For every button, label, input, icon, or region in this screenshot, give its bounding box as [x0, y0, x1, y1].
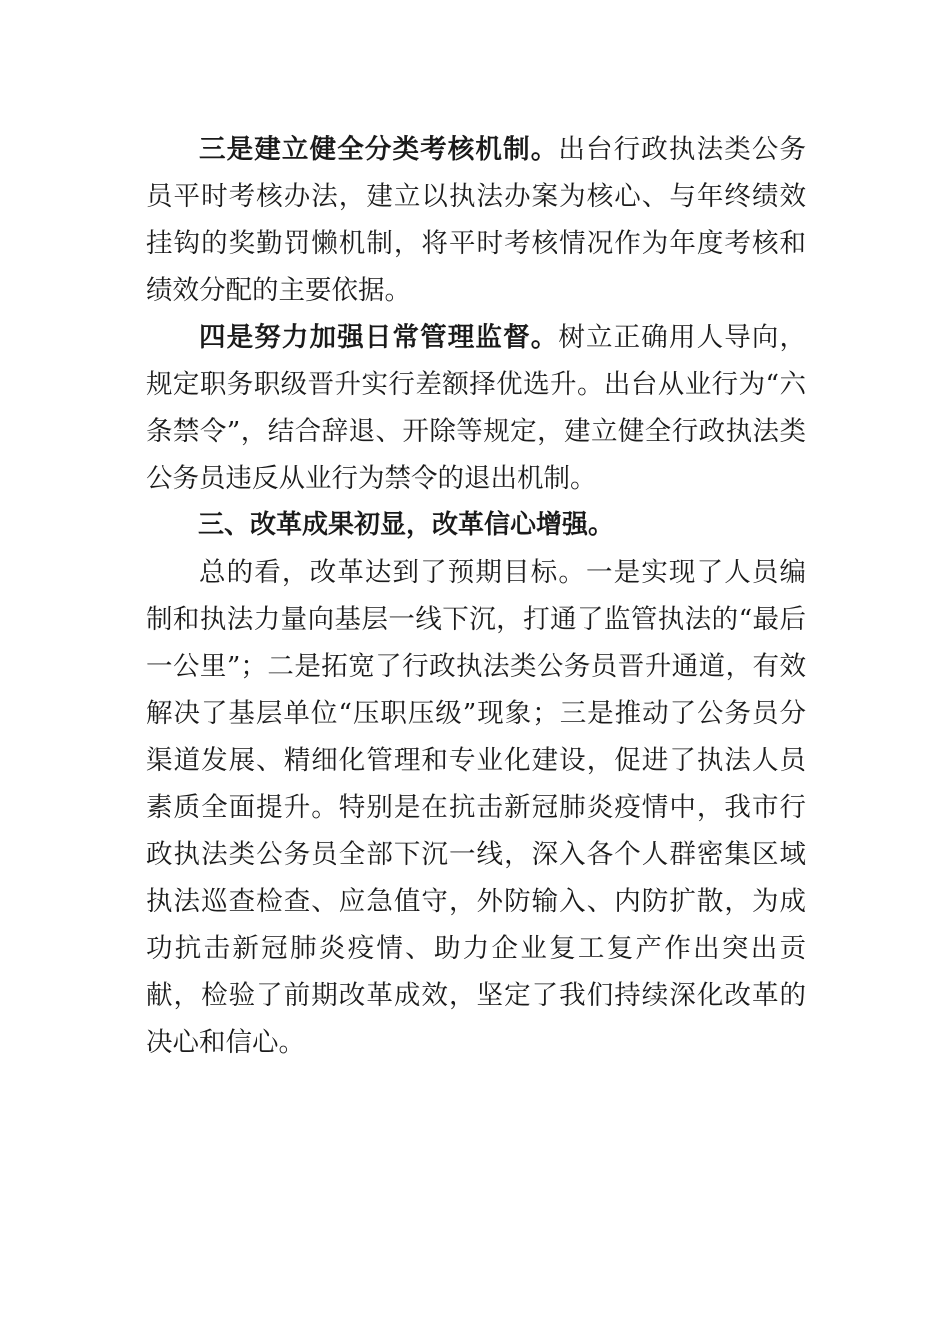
section-heading: 三、改革成果初显，改革信心增强。 — [198, 510, 615, 540]
paragraph-assessment-mechanism — [146, 126, 806, 314]
paragraph-text: 树立正确用人导向，规定职务职级晋升实行差额择优选升。出台从业行为“六条禁令”，结合辞退、开除等规定，建立健全行政执法类公务员违反从业行为禁令的退出机制。 — [146, 322, 807, 494]
paragraph-text: 出台行政执法类公务员平时考核办法，建立以执法办案为核心、与年终绩效挂钩的奖勤罚懒机制，将平时考核情况作为年度考核和绩效分配的主要依据。 — [146, 134, 807, 306]
paragraph-lead-heading: 四是努力加强日常管理监督。 — [199, 322, 559, 353]
summary-paragraph: 总的看，改革达到了预期目标。一是实现了人员编制和执法力量向基层一线下沉，打通了监管执法的“最后一公里”；二是拓宽了行政执法类公务员晋升通道，有效解决了基层单位“压职压级”现象；三是推动了公务员分渠道发展、精细化管理和专业化建设，促进了执法人员素质全面提升。特别是在抗击新冠肺炎疫情中，我市行政执法类公务员全部下沉一线，深入各个人群密集区域执法巡查检查、应急值守，外防输入、内防扩散，为成功抗击新冠肺炎疫情、助力企业复工复产作出突出贡献，检验了前期改革成效，坚定了我们持续深化改革的决心和信心。 — [146, 557, 806, 1058]
document-body — [146, 126, 806, 1066]
paragraph-daily-supervision — [146, 314, 806, 502]
paragraph-lead-heading: 三是建立健全分类考核机制。 — [199, 134, 559, 165]
